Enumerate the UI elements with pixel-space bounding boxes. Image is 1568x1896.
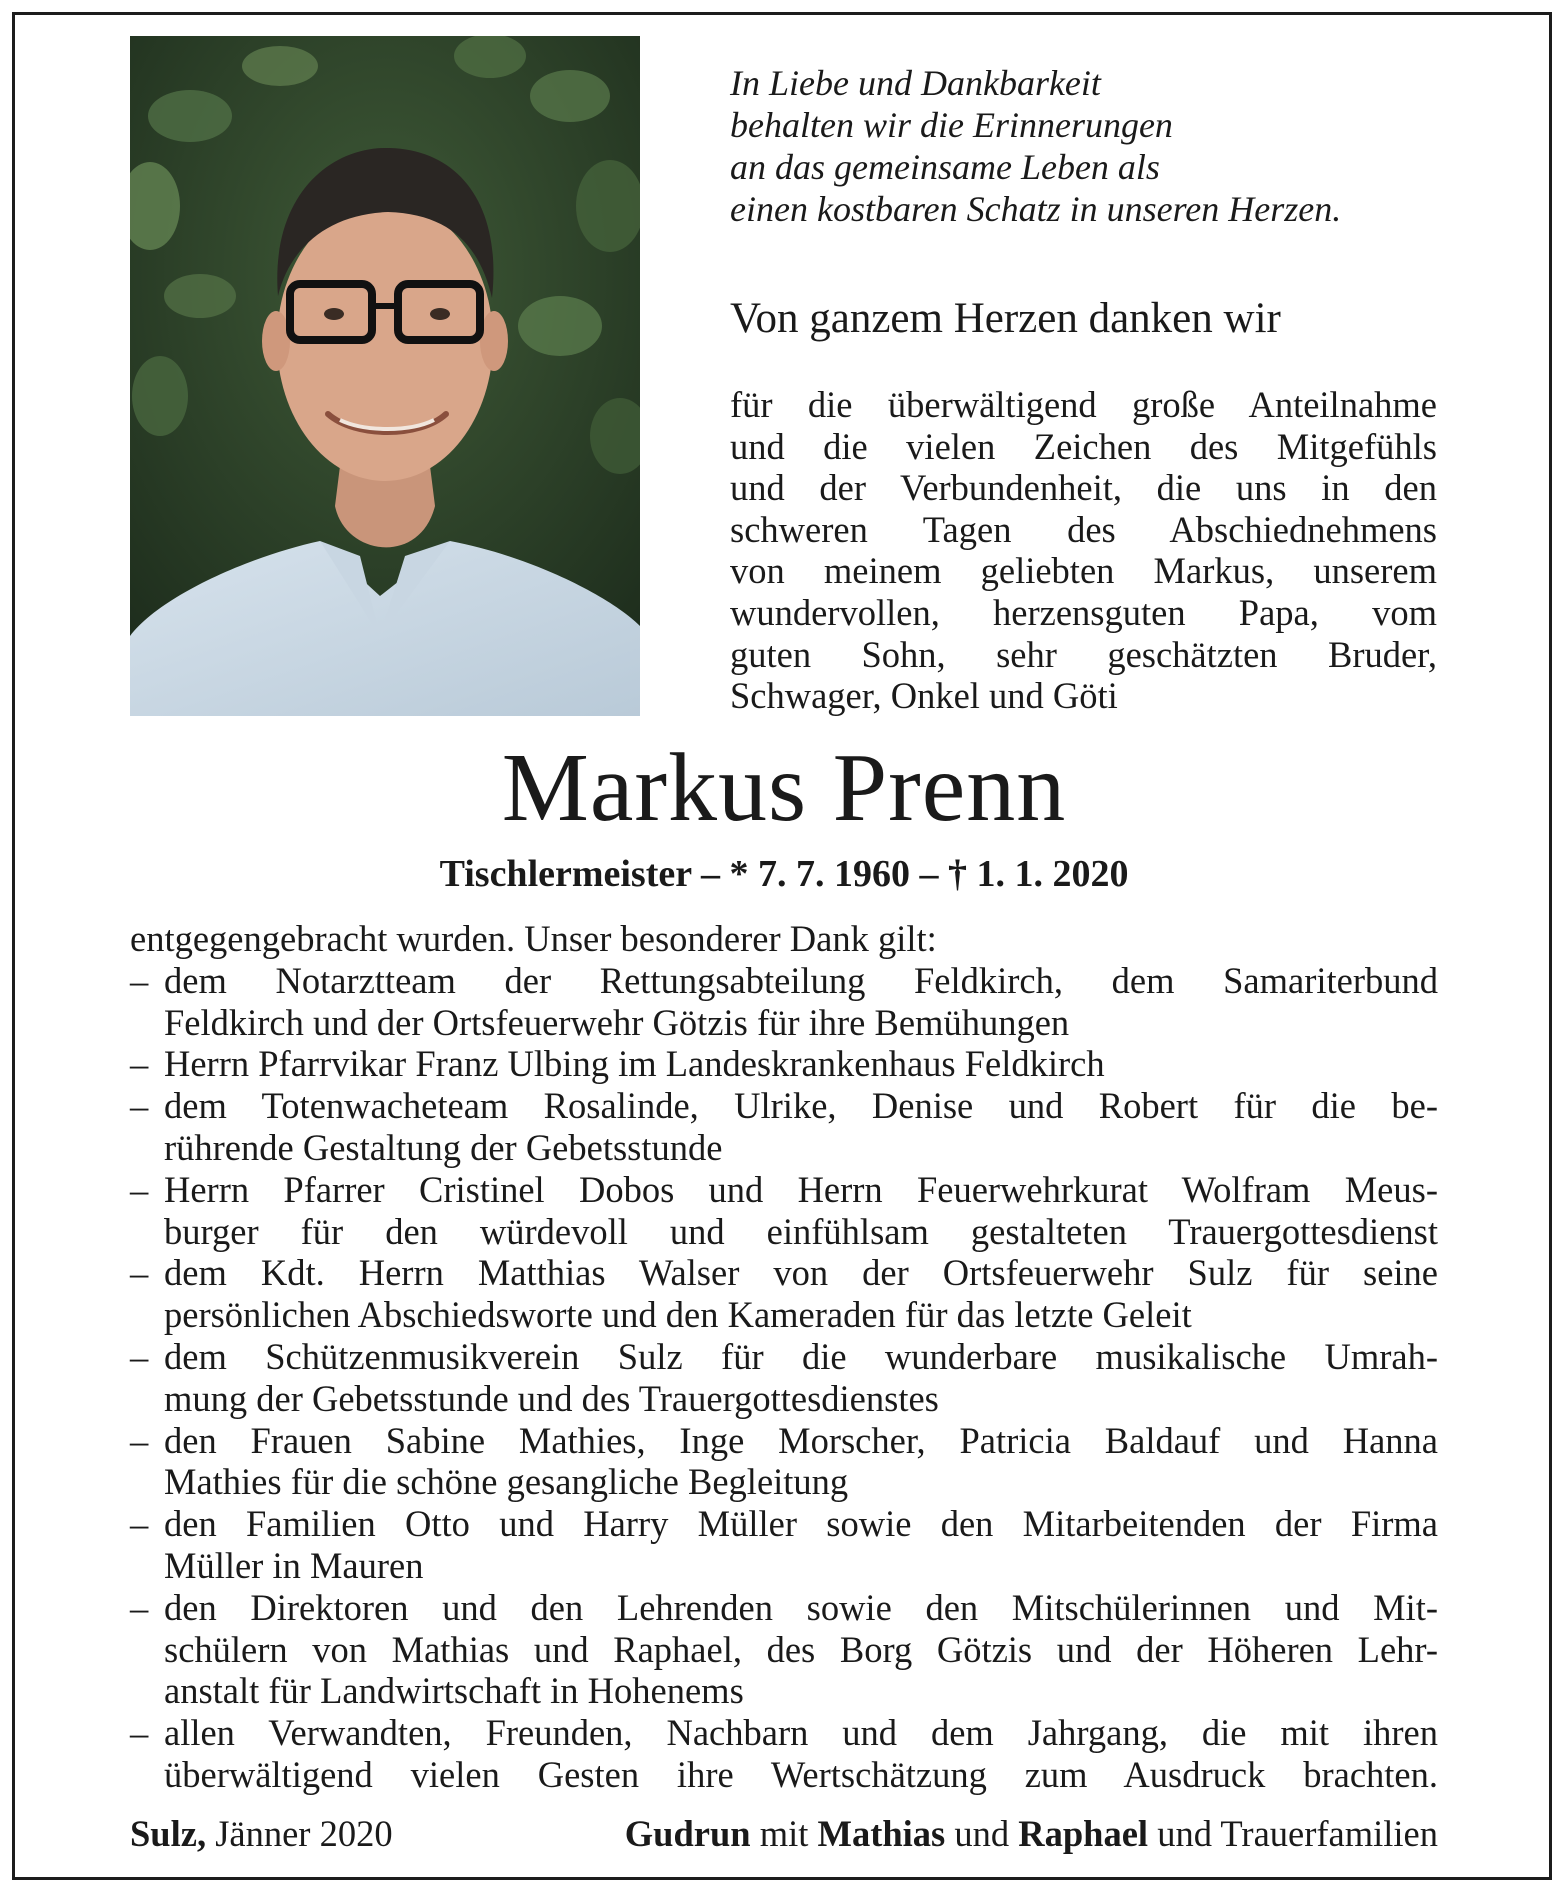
deceased-details xyxy=(0,850,1568,898)
birth-date: * 7. 7. 1960 xyxy=(729,853,910,895)
place-date xyxy=(130,1813,393,1855)
item-line: Herrn Pfarrvikar Franz Ulbing im Landeskrankenhaus Feldkirch xyxy=(164,1043,1105,1085)
intro-line: für die überwältigend große Anteilnahme xyxy=(730,384,1437,425)
dash: – xyxy=(130,1335,149,1377)
list-item xyxy=(130,1169,1438,1253)
list-item xyxy=(130,1712,1438,1796)
item-line: dem Schützenmusikverein Sulz für die wunderbare musikalische Umrah- xyxy=(164,1335,1438,1377)
intro-line: und die vielen Zeichen des Mitgefühls xyxy=(730,425,1437,467)
poem-line: an das gemeinsame Leben als xyxy=(730,147,1160,187)
item-line: persönlichen Abschiedsworte und den Kameraden für das letzte Geleit xyxy=(164,1294,1192,1336)
list-item xyxy=(130,1252,1438,1336)
intro-line: und der Verbundenheit, die uns in den xyxy=(730,467,1437,509)
signatories xyxy=(625,1813,1438,1855)
item-line: den Direktoren und den Lehrenden sowie den Mitschülerinnen und Mit- xyxy=(164,1586,1438,1628)
dash: – xyxy=(130,1419,149,1461)
item-line: Herrn Pfarrer Cristinel Dobos und Herrn Feuerwehrkurat Wolfram Meus- xyxy=(164,1168,1438,1210)
dash: – xyxy=(130,1586,149,1628)
signatory-name: Raphael xyxy=(1018,1813,1149,1854)
profession: Tischlermeister xyxy=(439,853,692,895)
body-intro: entgegengebracht wurden. Unser besonderer Dank gilt: xyxy=(130,918,937,959)
portrait-photo xyxy=(130,36,640,716)
intro-line: guten Sohn, sehr geschätzten Bruder, xyxy=(730,633,1437,675)
item-line: Müller in Mauren xyxy=(164,1544,424,1586)
list-item xyxy=(130,960,1438,1044)
separator: – xyxy=(700,853,720,895)
intro-line: wundervollen, herzensguten Papa, vom xyxy=(730,591,1437,633)
dash: – xyxy=(130,959,149,1001)
intro-paragraph xyxy=(730,384,1437,717)
death-date: † 1. 1. 2020 xyxy=(947,853,1129,895)
dash: – xyxy=(130,1712,149,1754)
item-line: dem Notarztteam der Rettungsabteilung Feldkirch, dem Samariterbund xyxy=(164,959,1438,1001)
thanks-heading: Von ganzem Herzen danken wir xyxy=(730,295,1281,342)
item-line: burger für den würdevoll und einfühlsam gestalteten Trauergottesdienst xyxy=(164,1210,1438,1252)
connector-word: und xyxy=(954,1813,1010,1854)
item-line: den Familien Otto und Harry Müller sowie den Mitarbeitenden der Firma xyxy=(164,1503,1438,1545)
item-line: dem Kdt. Herrn Matthias Walser von der Ortsfeuerwehr Sulz für seine xyxy=(164,1252,1438,1294)
deceased-name: Markus Prenn xyxy=(501,734,1067,842)
intro-line: von meinem geliebten Markus, unserem xyxy=(730,550,1437,592)
list-item xyxy=(130,1336,1438,1420)
place: Sulz, xyxy=(130,1813,207,1854)
poem-line: behalten wir die Erinnerungen xyxy=(730,105,1173,145)
item-line: Mathies für die schöne gesangliche Begleitung xyxy=(164,1461,849,1503)
memorial-poem xyxy=(730,62,1490,230)
poem-line: einen kostbaren Schatz in unseren Herzen. xyxy=(730,189,1342,229)
item-line: rührende Gestaltung der Gebetsstunde xyxy=(164,1126,723,1168)
signature-line xyxy=(130,1813,1438,1855)
dash: – xyxy=(130,1085,149,1127)
list-item xyxy=(130,1587,1438,1712)
list-item xyxy=(130,1085,1438,1169)
thanks-body xyxy=(130,918,1438,1796)
signatory-rest: und Trauerfamilien xyxy=(1157,1813,1438,1854)
dash: – xyxy=(130,1503,149,1545)
intro-line: schweren Tagen des Abschiednehmens xyxy=(730,508,1437,550)
item-line: Feldkirch und der Ortsfeuerwehr Götzis für ihre Bemühungen xyxy=(164,1001,1070,1043)
dash: – xyxy=(130,1252,149,1294)
poem-line: In Liebe und Dankbarkeit xyxy=(730,63,1101,103)
dash: – xyxy=(130,1043,149,1085)
item-line: überwältigend vielen Gesten ihre Wertschätzung zum Ausdruck brachten. xyxy=(164,1753,1438,1795)
item-line: anstalt für Landwirtschaft in Hohenems xyxy=(164,1670,744,1712)
signatory-name: Gudrun xyxy=(624,1813,751,1854)
list-item xyxy=(130,1420,1438,1504)
item-line: schülern von Mathias und Raphael, des Borg Götzis und der Höheren Lehr- xyxy=(164,1628,1438,1670)
item-line: mung der Gebetsstunde und des Trauergottesdienstes xyxy=(164,1377,939,1419)
signatory-name: Mathias xyxy=(817,1813,946,1854)
separator: – xyxy=(919,853,939,895)
item-line: den Frauen Sabine Mathies, Inge Morscher, Patricia Baldauf und Hanna xyxy=(164,1419,1438,1461)
intro-line: Schwager, Onkel und Göti xyxy=(730,675,1118,717)
list-item xyxy=(130,1043,1438,1085)
dash: – xyxy=(130,1168,149,1210)
item-line: dem Totenwacheteam Rosalinde, Ulrike, Denise und Robert für die be- xyxy=(164,1085,1438,1127)
list-item xyxy=(130,1503,1438,1587)
item-line: allen Verwandten, Freunden, Nachbarn und dem Jahrgang, die mit ihren xyxy=(164,1712,1438,1754)
connector-word: mit xyxy=(759,1813,809,1854)
date: Jänner 2020 xyxy=(215,1813,393,1854)
